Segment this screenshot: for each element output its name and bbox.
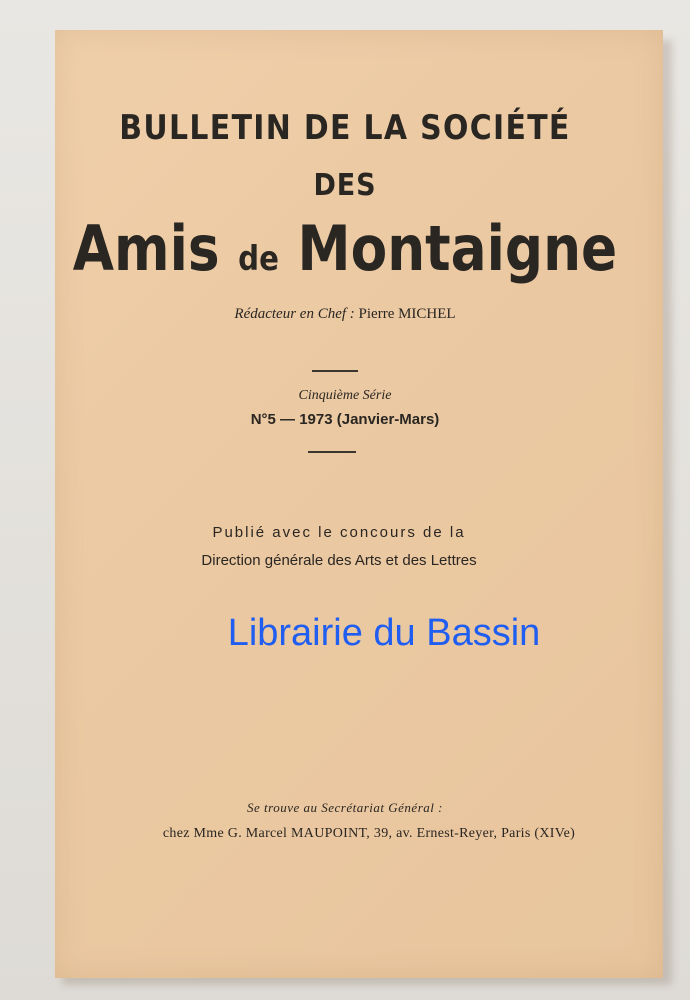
title-line-3 [48,212,641,285]
divider-bottom [308,451,356,453]
title-word-de: de [238,239,279,279]
found-at-label: Se trouve au Secrétariat Général : [247,800,443,815]
title-line-1: BULLETIN DE LA SOCIÉTÉ [119,108,571,148]
published-line-1: Publié avec le concours de la [212,524,466,541]
address-line: chez Mme G. Marcel MAUPOINT, 39, av. Ernest-Reyer, Paris (XIVe) [162,826,576,841]
series-label: Cinquième Série [298,388,392,403]
title-word-montaigne: Montaigne [297,212,618,285]
editor-label: Rédacteur en Chef : [234,306,355,322]
divider-top [312,370,358,372]
title-word-amis: Amis [72,212,220,285]
issue-label: N°5 — 1973 (Janvier-Mars) [250,411,440,428]
title-line-2: DES [313,168,377,203]
editor-line [0,306,690,323]
published-line-2: Direction générale des Arts et des Lettres [201,552,477,569]
bookseller-watermark: Librairie du Bassin [227,612,541,654]
editor-name: Pierre MICHEL [358,306,456,322]
